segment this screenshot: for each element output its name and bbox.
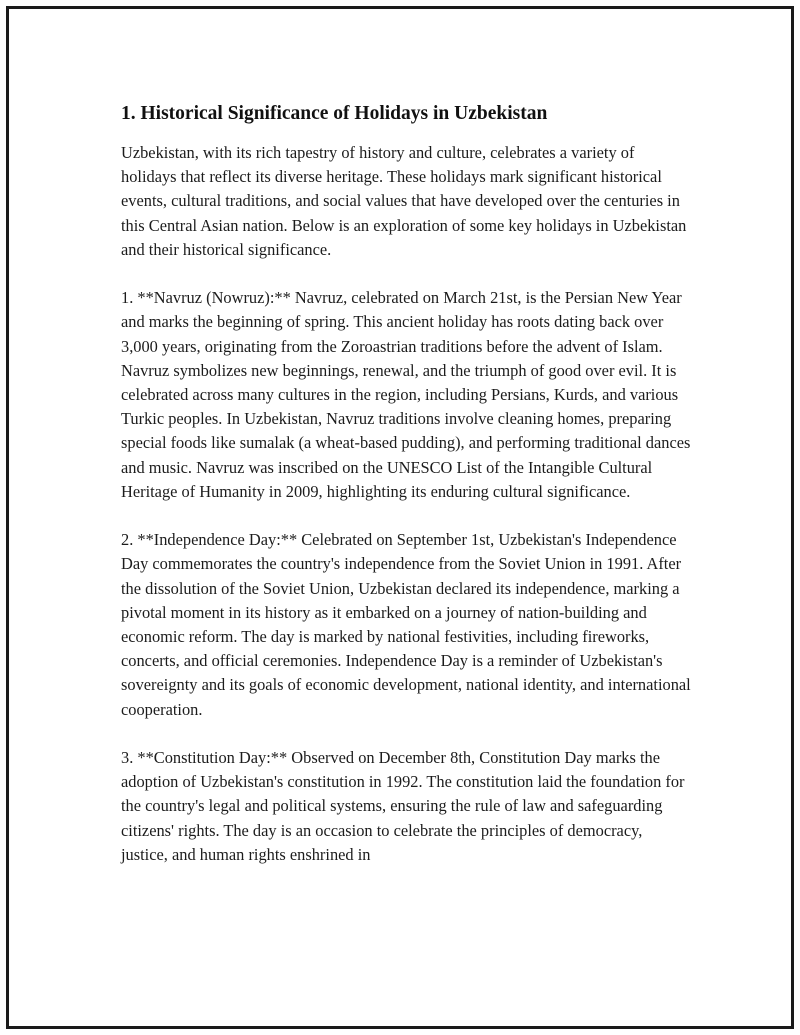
- page-frame: [6, 6, 794, 1029]
- constitution-day-paragraph: 3. **Constitution Day:** Observed on December 8th, Constitution Day marks the adoption of Uzbekistan's constitution in 1992. The constitution laid the foundation for the country's legal and political systems, ensuring the rule of law and safeguarding citizens' rights. The day is an occasion to celebrate the principles of democracy, justice, and human rights enshrined in: [121, 748, 685, 864]
- section-heading: 1. Historical Significance of Holidays in Uzbekistan: [121, 103, 548, 124]
- independence-day-paragraph: 2. **Independence Day:** Celebrated on September 1st, Uzbekistan's Independence Day commemorates the country's independence from the Soviet Union in 1991. After the dissolution of the Soviet Union, Uzbekistan declared its independence, marking a pivotal moment in its history as it embarked on a journey of nation-building and economic reform. The day is marked by national festivities, including fireworks, concerts, and official ceremonies. Independence Day is a reminder of Uzbekistan's sovereignty and its goals of economic development, national identity, and international cooperation.: [121, 530, 691, 719]
- navruz-paragraph: 1. **Navruz (Nowruz):** Navruz, celebrated on March 21st, is the Persian New Year and marks the beginning of spring. This ancient holiday has roots dating back over 3,000 years, originating from the Zoroastrian traditions before the advent of Islam. Navruz symbolizes new beginnings, renewal, and the triumph of good over evil. It is celebrated across many cultures in the region, including Persians, Kurds, and various Turkic peoples. In Uzbekistan, Navruz traditions involve cleaning homes, preparing special foods like sumalak (a wheat-based pudding), and performing traditional dances and music. Navruz was inscribed on the UNESCO List of the Intangible Cultural Heritage of Humanity in 2009, highlighting its enduring cultural significance.: [121, 288, 691, 501]
- intro-paragraph: Uzbekistan, with its rich tapestry of history and culture, celebrates a variety of holidays that reflect its diverse heritage. These holidays mark significant historical events, cultural traditions, and social values that have developed over the centuries in this Central Asian nation. Below is an exploration of some key holidays in Uzbekistan and their historical significance.: [121, 143, 687, 259]
- document-body: [121, 101, 691, 891]
